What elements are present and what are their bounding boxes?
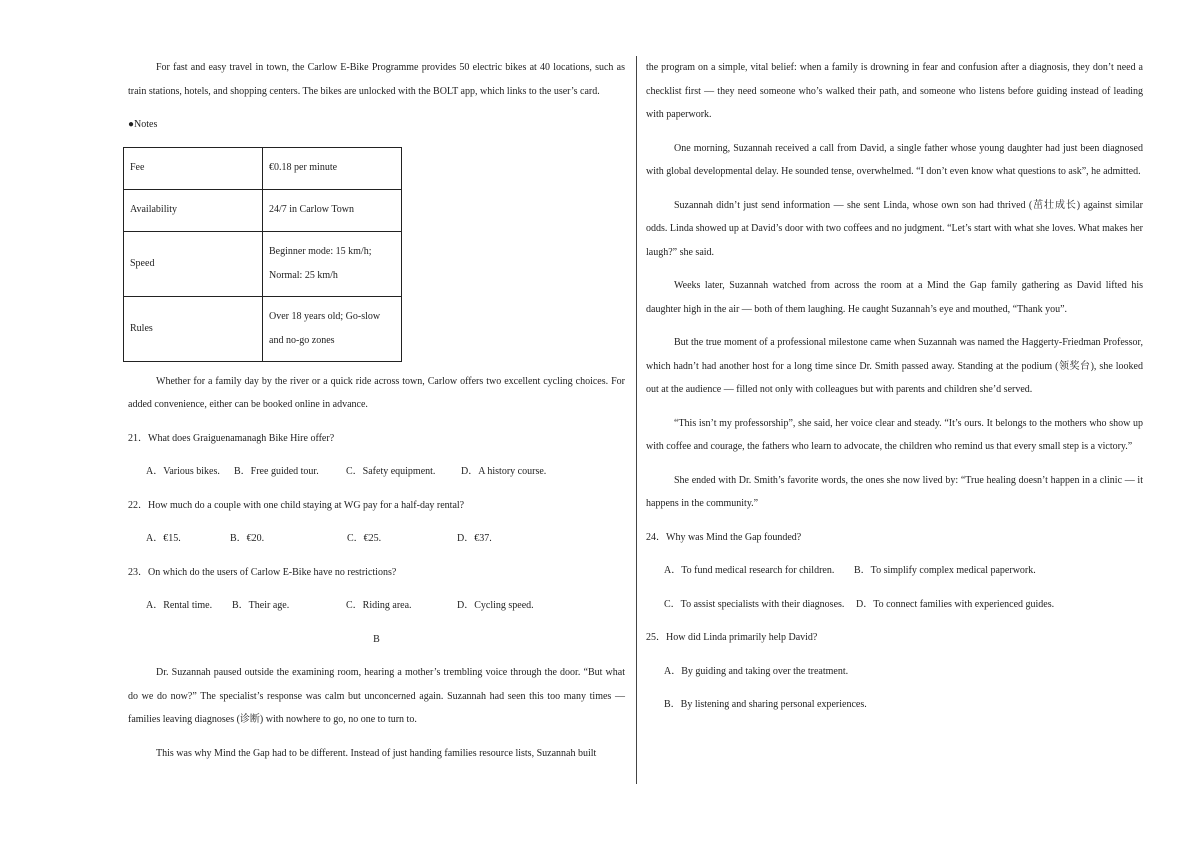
left-column: [128, 56, 625, 775]
options-25-row-1: [646, 660, 1143, 684]
question-25: 25．How did Linda primarily help David?: [646, 632, 818, 643]
column-divider: [636, 56, 637, 784]
notes-heading: ●Notes: [128, 119, 158, 130]
right-column: [646, 56, 1143, 727]
option-b: B．Free guided tour.: [234, 466, 319, 477]
option-a: A．To fund medical research for children.: [664, 565, 835, 576]
option-a: A．€15.: [146, 533, 181, 544]
passage-b-paragraph-8: “This isn’t my professorship”, she said, her voice clear and steady. “It’s ours. It belongs to the mothers who show up with coffee and courage, the fathers who learn to advocate, the children who remind us that every small step is a victory.”: [646, 417, 1143, 452]
table-cell-value: €0.18 per minute: [263, 147, 402, 189]
option-b: B．To simplify complex medical paperwork.: [854, 565, 1036, 576]
option-d: D．Cycling speed.: [457, 600, 534, 611]
options-23: [128, 594, 625, 618]
table-row: [124, 189, 402, 231]
option-b: B．By listening and sharing personal experiences.: [664, 699, 867, 710]
option-c: C．€25.: [347, 533, 382, 544]
table-row: [124, 231, 402, 296]
option-d: D．€37.: [457, 533, 492, 544]
passage-b-paragraph-9: She ended with Dr. Smith’s favorite words, the ones she now lived by: “True healing doesn’t happen in a clinic — it happens in the community.”: [646, 474, 1143, 509]
table-cell-label: Speed: [124, 231, 263, 296]
passage-b-paragraph-2: This was why Mind the Gap had to be different. Instead of just handing families resource lists, Suzannah built: [156, 747, 597, 759]
passage-b-paragraph-3: the program on a simple, vital belief: when a family is drowning in fear and confusion after a diagnosis, they don’t need a checklist first — they need someone who’s walked their path, and someone who listens before guiding instead of leading with paperwork.: [646, 62, 1143, 120]
section-b-label: B: [373, 633, 380, 645]
option-a: A．Various bikes.: [146, 466, 220, 477]
table-cell-label: Availability: [124, 189, 263, 231]
passage-b-paragraph-1: Dr. Suzannah paused outside the examining room, hearing a mother’s trembling voice through the door. “But what do we do now?” The specialist’s response was calm but unconcerned again. Suzannah had seen this too many times — families leaving diagnoses (诊断) with nowhere to go, no one to turn to.: [128, 667, 625, 725]
passage-b-paragraph-5: Suzannah didn’t just send information — she sent Linda, whose own son had thrived (茁壮成长) against similar odds. Linda showed up at David’s door with two coffees and no judgment. “Let’s start with what she loves. What makes her laugh?” she said.: [646, 199, 1143, 258]
question-23: 23．On which do the users of Carlow E-Bike have no restrictions?: [128, 566, 397, 578]
option-c: C．To assist specialists with their diagnoses.: [664, 598, 845, 610]
options-24-row-2: [646, 593, 1143, 617]
question-21: 21．What does Graiguenamanagh Bike Hire offer?: [128, 432, 335, 444]
options-21: [128, 460, 625, 484]
table-cell-value: 24/7 in Carlow Town: [263, 189, 402, 231]
option-a: A．By guiding and taking over the treatment.: [664, 665, 849, 677]
option-b: B．Their age.: [232, 600, 290, 611]
options-24-row-1: [646, 559, 1143, 583]
table-cell-label: Rules: [124, 296, 263, 361]
option-c: C．Safety equipment.: [346, 466, 436, 477]
table-cell-label: Fee: [124, 147, 263, 189]
passage-b-paragraph-6: Weeks later, Suzannah watched from across the room at a Mind the Gap family gathering as David lifted his daughter high in the air — both of them laughing. He caught Suzannah’s eye and mouthed, “Thank you”.: [646, 280, 1143, 315]
table-row: [124, 147, 402, 189]
table-cell-value: Over 18 years old; Go-slow and no-go zones: [263, 296, 402, 361]
question-24: 24．Why was Mind the Gap founded?: [646, 531, 802, 543]
options-22: [128, 527, 625, 551]
table-row: [124, 296, 402, 361]
table-cell-value: Beginner mode: 15 km/h; Normal: 25 km/h: [263, 231, 402, 296]
notes-table: [123, 147, 402, 362]
question-22: 22．How much do a couple with one child staying at WG pay for a half-day rental?: [128, 499, 465, 511]
options-25-row-2: [646, 693, 1143, 717]
passage-b-paragraph-7: But the true moment of a professional milestone came when Suzannah was named the Haggerty-Friedman Professor, which hadn’t had another host for a long time since Dr. Smith passed away. Standing at the podium (领奖台), she looked out at the audience — filled not only with colleagues but with parents and children she’d served.: [646, 337, 1143, 395]
intro-paragraph: For fast and easy travel in town, the Carlow E-Bike Programme provides 50 electric bikes at 40 locations, such as train stations, hotels, and shopping centers. The bikes are unlocked with the BOLT app, which links to the user’s card.: [128, 62, 625, 97]
option-b: B．€20.: [230, 533, 265, 544]
option-c: C．Riding area.: [346, 600, 412, 611]
passage-b-paragraph-4: One morning, Suzannah received a call from David, a single father whose young daughter had just been diagnosed with global developmental delay. He sounded tense, overwhelmed. “I don’t even know what questions to ask”, he admitted.: [646, 142, 1143, 177]
option-a: A．Rental time.: [146, 600, 213, 611]
summary-paragraph: Whether for a family day by the river or a quick ride across town, Carlow offers two excellent cycling choices. For added convenience, either can be booked online in advance.: [128, 375, 625, 410]
option-d: D．To connect families with experienced guides.: [856, 598, 1055, 610]
option-d: D．A history course.: [461, 466, 547, 477]
